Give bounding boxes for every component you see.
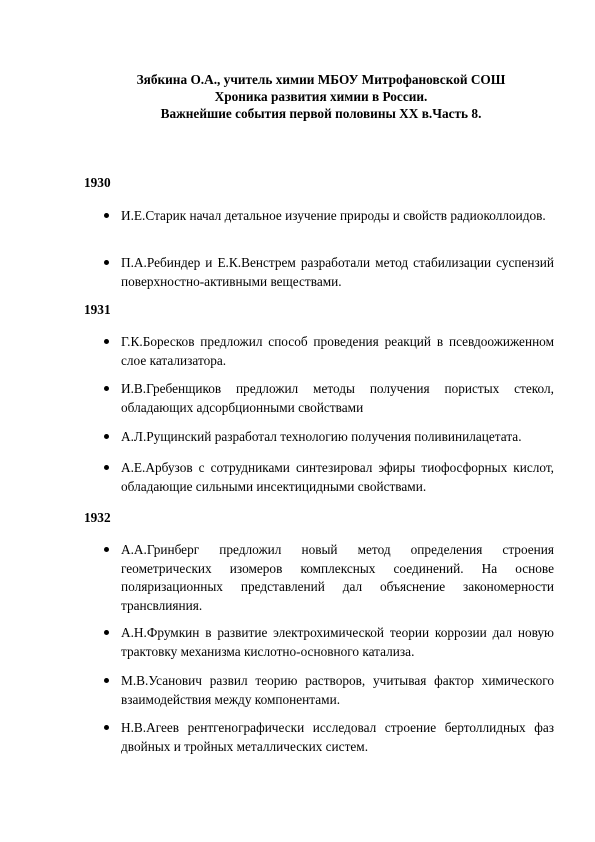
bullet-icon bbox=[104, 547, 109, 552]
list-item bbox=[84, 541, 554, 615]
list-item bbox=[84, 624, 554, 661]
list-item bbox=[84, 672, 554, 709]
year-heading-1930: 1930 bbox=[84, 175, 111, 190]
list-item bbox=[84, 428, 554, 447]
list-item bbox=[84, 333, 554, 370]
bullet-icon bbox=[104, 725, 109, 730]
bullet-icon bbox=[104, 339, 109, 344]
list-item-text: Н.В.Агеев рентгенографически исследовал строение бертоллидных фаз двойных и тройных металлических систем. bbox=[121, 720, 554, 754]
document-header bbox=[90, 71, 552, 122]
bullet-icon bbox=[104, 260, 109, 265]
bullet-icon bbox=[104, 386, 109, 391]
bullet-icon bbox=[104, 678, 109, 683]
list-item-text: А.Л.Рущинский разработал технологию получения поливинилацетата. bbox=[121, 429, 522, 444]
list-item bbox=[84, 719, 554, 756]
list-item-text: И.В.Гребенщиков предложил методы получения пористых стекол, обладающих адсорбционными свойствами bbox=[121, 381, 554, 415]
list-item-text: П.А.Ребиндер и Е.К.Венстрем разработали метод стабилизации суспензий поверхностно-активными веществами. bbox=[121, 255, 554, 289]
list-item bbox=[84, 380, 554, 417]
list-item-text: А.Н.Фрумкин в развитие электрохимической теории коррозии дал новую трактовку механизма кислотно-основного катализа. bbox=[121, 625, 554, 659]
list-item-text: И.Е.Старик начал детальное изучение природы и свойств радиоколлоидов. bbox=[121, 208, 546, 223]
year-heading-1931: 1931 bbox=[84, 302, 111, 317]
document-title: Хроника развития химии в России. bbox=[214, 89, 428, 104]
author-line: Зябкина О.А., учитель химии МБОУ Митрофановской СОШ bbox=[136, 72, 506, 87]
list-item-text: А.Е.Арбузов с сотрудниками синтезировал эфиры тиофосфорных кислот, обладающие сильными инсектицидными свойствами. bbox=[121, 460, 554, 494]
list-item bbox=[84, 254, 554, 291]
list-item-text: А.А.Гринберг предложил новый метод определения строения геометрических изомеров комплексных соединений. На основе поляризационных представлений дал объяснение закономерности трансвлияния. bbox=[121, 542, 554, 613]
document-subtitle: Важнейшие события первой половины ХХ в.Часть 8. bbox=[160, 106, 482, 121]
bullet-icon bbox=[104, 465, 109, 470]
list-item bbox=[84, 459, 554, 496]
bullet-icon bbox=[104, 434, 109, 439]
bullet-icon bbox=[104, 630, 109, 635]
list-item-text: М.В.Усанович развил теорию растворов, учитывая фактор химического взаимодействия между компонентами. bbox=[121, 673, 554, 707]
list-item-text: Г.К.Боресков предложил способ проведения реакций в псевдоожиженном слое катализатора. bbox=[121, 334, 554, 368]
list-item bbox=[84, 207, 554, 226]
year-heading-1932: 1932 bbox=[84, 510, 111, 525]
bullet-icon bbox=[104, 213, 109, 218]
